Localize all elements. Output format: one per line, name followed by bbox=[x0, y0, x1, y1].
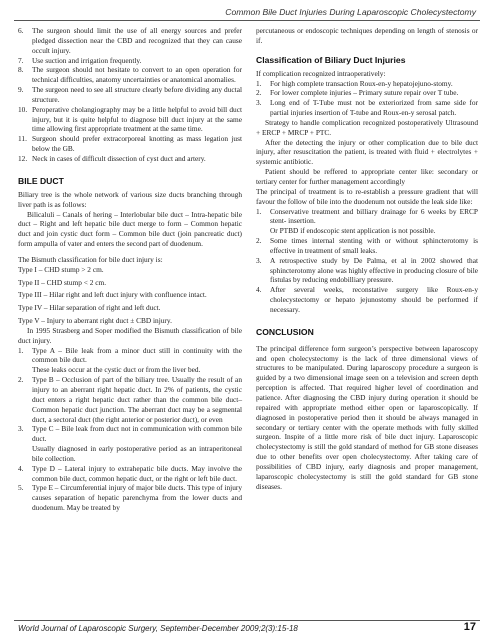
list-item: 12. Neck in cases of difficult dissection of cyst duct and artery. bbox=[18, 153, 206, 163]
left-column bbox=[18, 26, 242, 513]
prevention-list bbox=[18, 26, 242, 164]
footer-rule bbox=[14, 620, 480, 621]
list-item: 2. For lower complete injuries – Primary suture repair over T tube. bbox=[256, 88, 459, 98]
paragraph: The principal difference form surgeon’s perspective between laparoscopy and open cholecystectomy is the lack of three dimensional views of structures to be manipulated. During laparoscopy procedure a surgeon is guided by a two dimensional image seen on a television and screen depth perception is affected. That required higher level of coordination and patience. After diagnosing the CBD injury during operation it should be repaired with appropriate method either open or laparoscopically. If diagnosed in postoperative period then it should be always managed in secondary or tertiary center with the operate methods with fully skilled surgeon. Inspite of a little more risk of bile duct injury. Laparoscopic cholecystectomy is still the gold standard of method for GB stone diseases due to other benefits over open cholecystectomy. After taking care of possibilities of CBD injury, early diagnosis and proper management, laparoscopic cholecystectomy is still the gold standard for GB stone diseases. bbox=[256, 343, 478, 491]
paragraph: percutaneous or endoscopic techniques depending on length of stenosis or if. bbox=[256, 26, 478, 45]
list-item: 1. For high complete transaction Roux-en-y hepatojejuno-stomy. bbox=[256, 78, 453, 88]
list-item: 3. Long end of T-Tube must not be exteriorized from same side for partial injuries insertion of T-tube and Roux-en-y serosal patch. bbox=[256, 98, 478, 118]
list-item: 4. Type D – Lateral injury to extrahepatic bile ducts. May involve the common bile duct, common hepatic duct, or the right or left bile duct. bbox=[18, 463, 242, 483]
list-item: 1. Type A – Bile leak from a minor duct still in continuity with the common bile duct. These leaks occur at the cystic duct or from the liver bed. bbox=[18, 345, 242, 375]
intraoperative-list bbox=[256, 79, 478, 118]
paragraph: The Bismuth classification for bile duct injury is: bbox=[18, 254, 163, 264]
paragraph: Patient should be reffered to appropriate center like: secondary or tertiary center for further management accordingly bbox=[256, 167, 478, 186]
bismuth-type: Type III – Hilar right and left duct injury with confluence intact. bbox=[18, 290, 207, 300]
paragraph: Strategy to handle complication recognized postoperatively Ultrasound + ERCP + MRCP + PTC. bbox=[256, 117, 478, 137]
strasberg-list bbox=[18, 346, 242, 513]
list-item: 7. Use suction and irrigation frequently. bbox=[18, 55, 142, 65]
bismuth-type: Type II – CHD stump < 2 cm. bbox=[18, 277, 107, 287]
list-item: 1. Conservative treatment and billiary drainage for 6 weeks by ERCP stent- insertion. Or PTBD if endoscopic stent application is not possible. bbox=[256, 206, 478, 236]
list-item: 5. Type E – Circumferential injury of major bile ducts. This type of injury causes separation of hepatic parenchyma from the lower ducts and duodenum. May be treated by bbox=[18, 483, 242, 513]
list-item: 3. Type C – Bile leak from duct not in communication with common bile duct. Usually diagnosed in early postoperative period as an intraperitoneal bile collection. bbox=[18, 424, 242, 463]
list-item: 4. After several weeks, reconstative surgery like Roux-en-y cholecystectomy or hepato jejunostomy should be performed if necessary. bbox=[256, 285, 478, 314]
bismuth-type: Type IV – Hilar separation of right and left duct. bbox=[18, 303, 161, 313]
list-item: 11. Surgeon should prefer extracorporeal knotting as mass legation just below the GB. bbox=[18, 134, 242, 154]
list-item: 10. Peroperative cholangiography may be a little helpful to avoid bill duct injury, but it is quite helpful to diagnose bill duct injury at the same time allowing first appropriate treatment at the same time. bbox=[18, 104, 242, 134]
list-item: 9. The surgeon need to see all structure clearly before dividing any ductal structure. bbox=[18, 85, 242, 104]
section-heading-bile-duct: BILE DUCT bbox=[18, 175, 64, 186]
header-rule bbox=[14, 20, 480, 21]
list-item: 3. A retrospective study by De Palma, et al in 2002 showed that sphincterotomy alone was highly effective in producing closure of bile fistulas by reducing endobilliary pressure. bbox=[256, 255, 478, 285]
paragraph: Biliary tree is the whole network of various size ducts branching through liver path is as follows: bbox=[18, 189, 242, 209]
running-head: Common Bile Duct Injuries During Laparoscopic Cholecystectomy bbox=[225, 7, 476, 17]
paragraph: After the detecting the injury or other complication due to bile duct injury, after resuscitation the patient, is treated with fluid + electrolytes + systemic antibiotic. bbox=[256, 137, 478, 167]
treatment-list bbox=[256, 207, 478, 315]
list-item: 2. Type B – Occlusion of part of the biliary tree. Usually the result of an injury to an aberrant right hepatic duct. In 2% of patients, the cystic duct enters a right hepatic duct rather than the common bile duct–Common hepatic duct junction. The aberrant duct may be a segmental duct, a sectoral duct (the right anterior or posterior duct), or even bbox=[18, 375, 242, 424]
section-heading-conclusion: CONCLUSION bbox=[256, 326, 314, 337]
paragraph: In 1995 Strasberg and Soper modified the Bismuth classification of bile duct injury. bbox=[18, 325, 242, 345]
list-item: 6. The surgeon should limit the use of all energy sources and prefer pledged dissection near the CBD and recognized that they can cause occult injury. bbox=[18, 26, 242, 55]
paragraph: If complication recognized intraoperatively: bbox=[256, 68, 386, 78]
list-item: 2. Some times internal stenting with or without sphincterotomy is effective in treatment of small leaks. bbox=[256, 236, 478, 255]
paragraph: The principal of treatment is to re-establish a pressure gradient that will favour the follow of bile into the duodenum not outside the leak side like: bbox=[256, 186, 478, 206]
paragraph: Bilicaluli – Canals of hering – Interlobular bile duct – Intra-hepatic bile duct – Right and left hepatic bile duct merge to form – Common hepatic duct and join cystic duct form – Common bile duct (join pancreatic duct) form ampulla of vater and enters the second part of duodenum. bbox=[18, 209, 242, 249]
journal-footer: World Journal of Laparoscopic Surgery, September-December 2009;2(3):15-18 bbox=[18, 624, 298, 633]
page-number: 17 bbox=[463, 621, 476, 633]
section-heading-classification: Classification of Biliary Duct Injuries bbox=[256, 54, 406, 65]
right-column bbox=[256, 26, 478, 491]
bismuth-type: Type V – Injury to aberrant right duct ± CBD injury. bbox=[18, 316, 172, 326]
bismuth-type: Type I – CHD stump > 2 cm. bbox=[18, 264, 104, 274]
list-item: 8. The surgeon should not hesitate to convert to an open operation for technical difficulties, anatomy uncertainties or anatomical anomalies. bbox=[18, 65, 242, 85]
